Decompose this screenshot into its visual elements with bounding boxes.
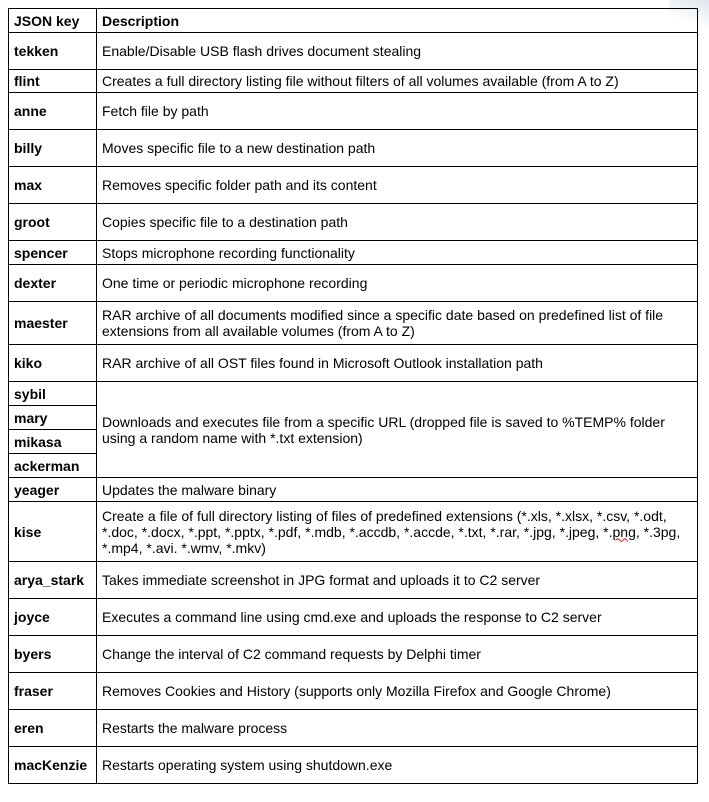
table-row: [9, 167, 698, 204]
description-cell: RAR archive of all documents modified since a specific date based on predefined list of file extensions from all available volumes (from A to Z): [97, 302, 698, 345]
key-cell: yeager: [9, 478, 97, 502]
json-key-table: [8, 8, 698, 784]
table-row: [9, 562, 698, 599]
key-cell: kiko: [9, 345, 97, 382]
key-cell: joyce: [9, 599, 97, 636]
description-cell: Updates the malware binary: [97, 478, 698, 502]
key-cell: eren: [9, 710, 97, 747]
description-text: Create a file of full directory listing of files of predefined extensions (*.xls, *.xlsx, *.csv, *.odt, *.doc, *.docx, *.ppt, *.pptx, *.pdf, *.mdb, *.accdb, *.accde, *.txt, *.rar, *.jpg, *.jpeg, *.: [102, 507, 667, 540]
description-cell: Removes Cookies and History (supports only Mozilla Firefox and Google Chrome): [97, 673, 698, 710]
description-cell: Copies specific file to a destination path: [97, 204, 698, 241]
table-row: [9, 33, 698, 70]
description-cell: Downloads and executes file from a specific URL (dropped file is saved to %TEMP% folder using a random name with *.txt extension): [97, 382, 698, 478]
table-row: [9, 502, 698, 562]
table-row: [9, 710, 698, 747]
description-cell: [97, 502, 698, 562]
table-row: [9, 345, 698, 382]
header-row: [9, 9, 698, 33]
table-row: [9, 204, 698, 241]
key-cell: max: [9, 167, 97, 204]
key-cell: ackerman: [9, 454, 97, 478]
key-cell: byers: [9, 636, 97, 673]
table-row: [9, 70, 698, 93]
table-row: [9, 241, 698, 265]
table-row: [9, 130, 698, 167]
key-cell: arya_stark: [9, 562, 97, 599]
description-cell: Stops microphone recording functionality: [97, 241, 698, 265]
table-row: [9, 93, 698, 130]
table-row: [9, 673, 698, 710]
table-row: [9, 478, 698, 502]
description-cell: Creates a full directory listing file without filters of all volumes available (from A to Z): [97, 70, 698, 93]
description-cell: Fetch file by path: [97, 93, 698, 130]
key-cell: macKenzie: [9, 747, 97, 784]
description-cell: One time or periodic microphone recording: [97, 265, 698, 302]
key-cell: billy: [9, 130, 97, 167]
key-cell: mary: [9, 406, 97, 430]
description-text: , *.3pg, *.mp4, *.avi. *.wmv, *.mkv): [102, 523, 681, 556]
key-cell: maester: [9, 302, 97, 345]
description-cell: Executes a command line using cmd.exe and uploads the response to C2 server: [97, 599, 698, 636]
key-cell: dexter: [9, 265, 97, 302]
table-row: [9, 382, 698, 406]
table-row: [9, 265, 698, 302]
description-cell: Restarts the malware process: [97, 710, 698, 747]
header-description: Description: [97, 9, 698, 33]
header-json-key: JSON key: [9, 9, 97, 33]
description-cell: Removes specific folder path and its content: [97, 167, 698, 204]
key-cell: spencer: [9, 241, 97, 265]
description-cell: Restarts operating system using shutdown.exe: [97, 747, 698, 784]
table-row: [9, 599, 698, 636]
key-cell: anne: [9, 93, 97, 130]
description-cell: Change the interval of C2 command requests by Delphi timer: [97, 636, 698, 673]
table-row: [9, 302, 698, 345]
key-cell: flint: [9, 70, 97, 93]
key-cell: kise: [9, 502, 97, 562]
key-cell: mikasa: [9, 430, 97, 454]
key-cell: tekken: [9, 33, 97, 70]
spellcheck-underlined-text: png: [612, 523, 636, 540]
key-cell: sybil: [9, 382, 97, 406]
table-row: [9, 636, 698, 673]
description-cell: Moves specific file to a new destination path: [97, 130, 698, 167]
description-cell: RAR archive of all OST files found in Microsoft Outlook installation path: [97, 345, 698, 382]
description-cell: Enable/Disable USB flash drives document stealing: [97, 33, 698, 70]
table-row: [9, 747, 698, 784]
key-cell: groot: [9, 204, 97, 241]
key-cell: fraser: [9, 673, 97, 710]
description-cell: Takes immediate screenshot in JPG format and uploads it to C2 server: [97, 562, 698, 599]
